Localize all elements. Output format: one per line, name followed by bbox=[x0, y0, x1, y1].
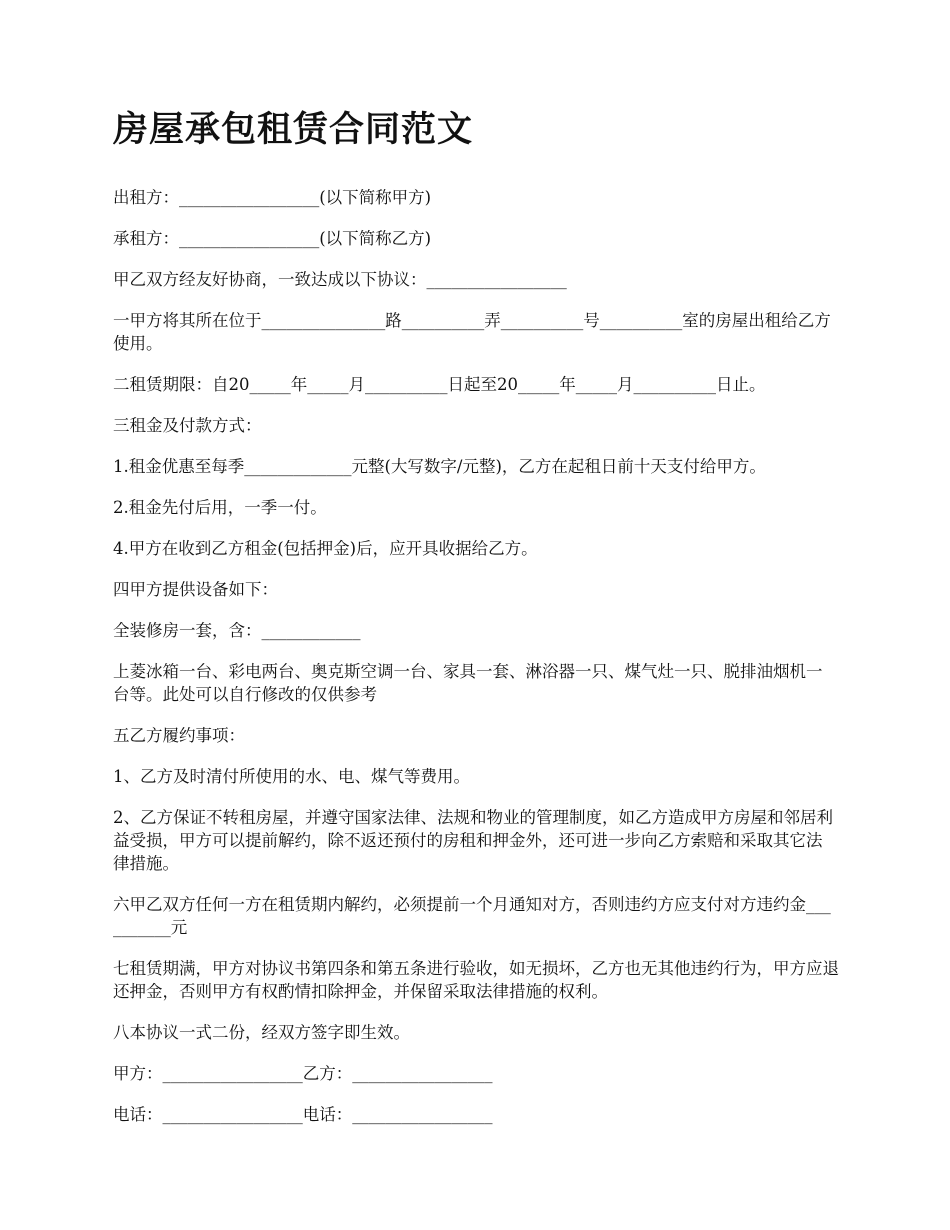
clause-4-furnishing: 全装修房一套，含：____________ bbox=[113, 621, 361, 640]
clause-5-item-1: 1、乙方及时清付所使用的水、电、煤气等费用。 bbox=[113, 767, 470, 786]
phone-line: 电话：_________________电话：_________________ bbox=[113, 1105, 493, 1124]
clause-4-equipment-list: 上菱冰箱一台、彩电两台、奥克斯空调一台、家具一套、淋浴器一只、煤气灶一只、脱排油烟机一台等。此处可以自行修改的仅供参考 bbox=[113, 662, 823, 704]
document-page bbox=[113, 108, 853, 1144]
clause-3-item-2: 2.租金先付后用，一季一付。 bbox=[113, 498, 327, 517]
document-title: 房屋承包租赁合同范文 bbox=[113, 109, 474, 150]
clause-2-term: 二租赁期限：自20_____年_____月__________日起至20_____年_____月__________日止。 bbox=[113, 375, 766, 394]
clause-3-heading: 三租金及付款方式： bbox=[113, 416, 262, 435]
clause-4-heading: 四甲方提供设备如下： bbox=[113, 580, 278, 599]
clause-1-location: 一甲方将其所在位于_______________路__________弄__________号__________室的房屋出租给乙方使用。 bbox=[113, 311, 831, 353]
clause-7-expiry: 七租赁期满，甲方对协议书第四条和第五条进行验收，如无损坏，乙方也无其他违约行为，甲方应退还押金，否则甲方有权酌情扣除押金，并保留采取法律措施的权利。 bbox=[113, 959, 839, 1001]
clause-8-effect: 八本协议一式二份，经双方签字即生效。 bbox=[113, 1023, 410, 1042]
signature-line: 甲方：_________________乙方：_________________ bbox=[113, 1064, 493, 1083]
clause-6-termination: 六甲乙双方任何一方在租赁期内解约，必须提前一个月通知对方，否则违约方应支付对方违约金__________元 bbox=[113, 895, 831, 937]
lessee-line: 承租方：_________________(以下简称乙方) bbox=[113, 229, 432, 248]
clause-3-item-4: 4.甲方在收到乙方租金(包括押金)后，应开具收据给乙方。 bbox=[113, 539, 538, 558]
lessor-line: 出租方：_________________(以下简称甲方) bbox=[113, 188, 432, 207]
clause-3-item-1: 1.租金优惠至每季_____________元整(大写数字/元整)，乙方在起租日前十天支付给甲方。 bbox=[113, 457, 766, 476]
agreement-intro: 甲乙双方经友好协商，一致达成以下协议：_________________ bbox=[113, 270, 567, 289]
clause-5-heading: 五乙方履约事项： bbox=[113, 726, 245, 745]
clause-5-item-2: 2、乙方保证不转租房屋，并遵守国家法律、法规和物业的管理制度，如乙方造成甲方房屋和邻居利益受损，甲方可以提前解约，除不返还预付的房租和押金外，还可进一步向乙方索赔和采取其它法律措施。 bbox=[113, 808, 833, 873]
